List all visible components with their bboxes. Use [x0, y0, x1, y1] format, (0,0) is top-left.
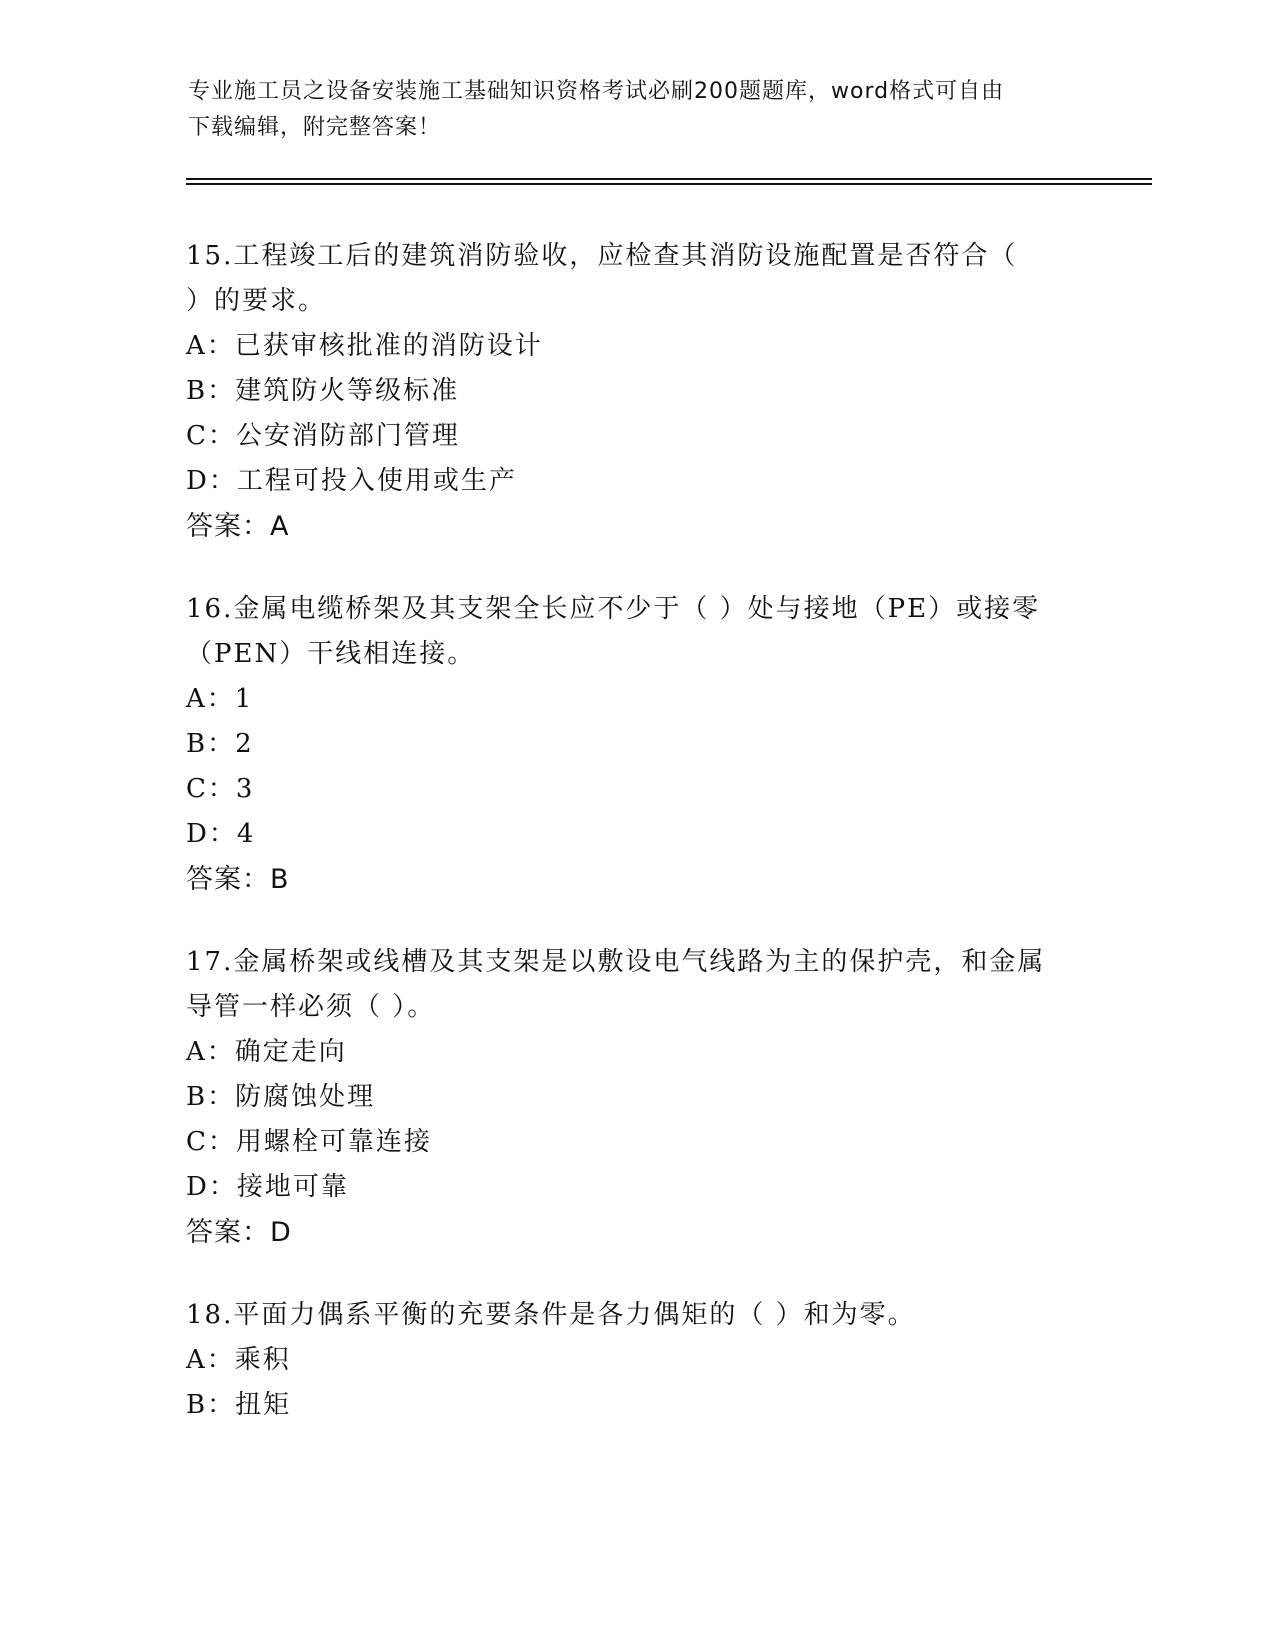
header-divider-top — [186, 178, 1152, 180]
option-b: B：建筑防火等级标准 — [186, 376, 460, 406]
option-b: B：防腐蚀处理 — [186, 1082, 376, 1112]
answer-label: 答案：B — [186, 864, 290, 895]
question-stem: 18.平面力偶系平衡的充要条件是各力偶矩的（ ）和为零。 — [186, 1300, 916, 1330]
option-a: A：乘积 — [186, 1345, 291, 1375]
option-d: D：接地可靠 — [186, 1172, 349, 1202]
question-stem: 16.金属电缆桥架及其支架全长应不少于（ ）处与接地（PE）或接零 — [186, 594, 1041, 624]
question-stem: 15.工程竣工后的建筑消防验收，应检查其消防设施配置是否符合（ — [186, 241, 1018, 271]
option-c: C：公安消防部门管理 — [186, 421, 460, 451]
option-b: B：2 — [186, 729, 254, 759]
option-a: A：1 — [186, 684, 254, 714]
option-a: A：确定走向 — [186, 1037, 347, 1067]
header-line-1: 专业施工员之设备安装施工基础知识资格考试必刷200题题库，word格式可自由 — [188, 79, 1005, 104]
question-16 — [186, 587, 1086, 902]
answer-label: 答案：D — [186, 1217, 292, 1248]
option-b: B：扭矩 — [186, 1390, 292, 1420]
question-stem-continued: （PEN）干线相连接。 — [186, 639, 476, 669]
header-divider-bottom — [186, 183, 1152, 185]
option-c: C：用螺栓可靠连接 — [186, 1127, 432, 1157]
question-18 — [186, 1293, 1086, 1428]
header-line-2: 下载编辑，附完整答案！ — [188, 115, 442, 140]
question-list — [186, 234, 1086, 1466]
question-stem: 17.金属桥架或线槽及其支架是以敷设电气线路为主的保护壳，和金属 — [186, 947, 1046, 977]
option-a: A：已获审核批准的消防设计 — [186, 331, 543, 361]
question-stem-continued: 导管一样必须（ ）。 — [186, 992, 436, 1022]
question-stem-continued: ）的要求。 — [186, 286, 327, 316]
option-d: D：4 — [186, 819, 256, 849]
document-header — [188, 74, 1088, 146]
answer-label: 答案：A — [186, 511, 290, 542]
option-d: D：工程可投入使用或生产 — [186, 466, 517, 496]
question-15 — [186, 234, 1086, 549]
option-c: C：3 — [186, 774, 255, 804]
question-17 — [186, 940, 1086, 1255]
